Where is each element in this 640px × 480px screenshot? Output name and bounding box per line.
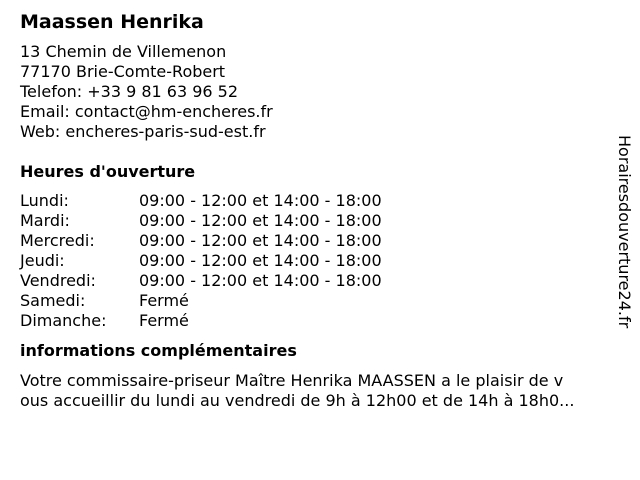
address-street: 13 Chemin de Villemenon — [20, 42, 227, 61]
day-hours: 09:00 - 12:00 et 14:00 - 18:00 — [139, 271, 382, 290]
day-label: Dimanche: — [20, 311, 107, 330]
info-title: informations complémentaires — [20, 341, 297, 360]
address-city: 77170 Brie-Comte-Robert — [20, 62, 226, 81]
hours-table — [20, 191, 612, 331]
hours-row-wednesday — [20, 231, 612, 251]
day-hours: 09:00 - 12:00 et 14:00 - 18:00 — [139, 211, 382, 230]
day-label: Samedi: — [20, 291, 86, 310]
phone-line: Telefon: +33 9 81 63 96 52 — [20, 82, 239, 101]
day-label: Mardi: — [20, 211, 70, 230]
day-label: Lundi: — [20, 191, 69, 210]
contact-block — [20, 42, 612, 142]
info-line: Votre commissaire-priseur Maître Henrika MAASSEN a le plaisir de v — [20, 371, 564, 390]
hours-title: Heures d'ouverture — [20, 162, 196, 181]
info-description — [20, 371, 620, 411]
business-card — [20, 10, 612, 411]
day-hours: Fermé — [139, 311, 189, 330]
hours-row-friday — [20, 271, 612, 291]
hours-row-sunday — [20, 311, 612, 331]
hours-row-monday — [20, 191, 612, 211]
day-label: Vendredi: — [20, 271, 96, 290]
day-hours: 09:00 - 12:00 et 14:00 - 18:00 — [139, 251, 382, 270]
day-label: Mercredi: — [20, 231, 95, 250]
day-label: Jeudi: — [20, 251, 65, 270]
day-hours: 09:00 - 12:00 et 14:00 - 18:00 — [139, 231, 382, 250]
day-hours: Fermé — [139, 291, 189, 310]
business-name: Maassen Henrika — [20, 11, 204, 33]
web-line: Web: encheres-paris-sud-est.fr — [20, 122, 266, 141]
email-line: Email: contact@hm-encheres.fr — [20, 102, 273, 121]
hours-row-thursday — [20, 251, 612, 271]
hours-row-tuesday — [20, 211, 612, 231]
info-line: ous accueillir du lundi au vendredi de 9h à 12h00 et de 14h à 18h0... — [20, 391, 575, 410]
site-watermark: Horairesdouverture24.fr — [615, 135, 634, 329]
hours-row-saturday — [20, 291, 612, 311]
day-hours: 09:00 - 12:00 et 14:00 - 18:00 — [139, 191, 382, 210]
